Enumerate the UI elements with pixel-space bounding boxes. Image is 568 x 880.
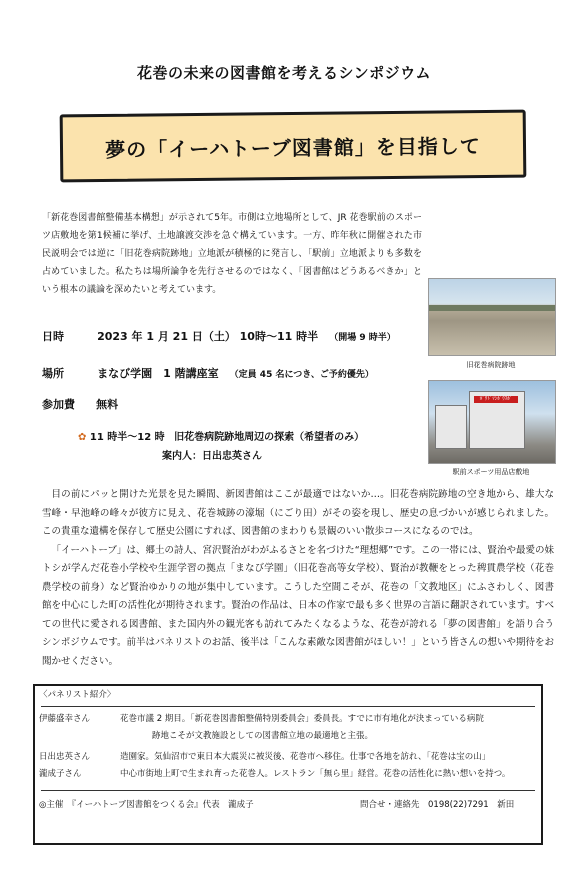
fee-row [42, 393, 342, 412]
tour-row [78, 428, 428, 443]
panelist-panel [33, 684, 543, 845]
place-value: まなび学園 1 階講座室 [97, 367, 219, 380]
contact: 問合せ・連絡先 0198(22)7291 新田 [360, 800, 515, 810]
store-sign: ﾎﾞｳﾄﾞﾏﾝﾎﾞｳｽﾎﾟ [474, 396, 518, 403]
event-title: 夢の「イーハトーブ図書館」を目指して [105, 133, 481, 162]
tree-line [429, 305, 555, 311]
panel-divider [41, 706, 535, 707]
fee-label: 参加費 [42, 398, 75, 411]
organizer: ◎主催 『イーハトーブ図書館をつくる会』代表 瀧成子 [39, 800, 254, 810]
body-paragraph-1: 目の前にパッと開けた光景を見た瞬間、新図書館はここが最適ではないか…。旧花巻病院跡地の空き地から、雄大な雪峰・早池峰の峰々が彼方に見え、花巻城跡の濠堀（にごり田）がその姿を現し、歴史の息づかいが感じられました。この貴重な遺構を保存して歴史公園にすれば、図書館のまわりも景観のいい散歩コースになるのでは。 [42, 489, 554, 537]
tour-title: 旧花巻病院跡地周辺の探索（希望者のみ） [174, 432, 365, 443]
photo1-caption: 旧花巻病院跡地 [466, 361, 516, 369]
title-banner [60, 110, 527, 183]
body-paragraph-2: 「イーハトーブ」は、郷土の詩人、宮沢賢治がわがふるさとを名づけた“理想郷”です。この一帯には、賢治や最愛の妹トシが学んだ花巻小学校や生涯学習の拠点「まなび学園」（旧花巻高等女学校）、賢治が教鞭をとった稗貫農学校（花巻農学校の前身）など賢治ゆかりの地が集中しています。こうした空間こそが、花巻の「文教地区」にふさわしく、図書館を中心にした町の活性化が期待されます。賢治の作品は、日本の作家で最も多く世界の言語に翻訳されています。すべての世代に愛される図書館、また国内外の観光客も訪れてみたくなるような、花巻が誇れる「夢の図書館」を語り合うシンポジウムです。前半はパネリストのお話、後半は「こんな素敵な図書館がほしい！」という皆さんの想いや期待をお聞かせください。 [42, 544, 554, 667]
photo2-caption: 駅前スポーツ用品店敷地 [452, 468, 530, 476]
panel-heading: 〈パネリスト紹介〉 [39, 690, 116, 700]
panelist-name: 日出忠英さん [39, 752, 91, 762]
date-row [42, 325, 422, 344]
date-value: 2023 年 1 月 21 日（土） 10時～11 時半 [97, 330, 319, 343]
tour-time: 11 時半～12 時 [89, 432, 165, 443]
panelist-name: 瀧成子さん [39, 769, 82, 779]
panelist-desc: 造園家。気仙沼市で東日本大震災に被災後、花巻市へ移住。仕事で各地を訪れ、「花巻は宝の山」 [120, 752, 491, 762]
body-text [42, 486, 554, 671]
sports-store-photo [428, 380, 556, 464]
store-building [469, 391, 525, 449]
place-label: 場所 [42, 367, 64, 380]
hospital-site-photo [428, 278, 556, 356]
tour-guide: 案内人：日出忠英さん [162, 451, 262, 462]
panelist-desc: 中心市街地上町で生まれ育った花巻人。レストラン「無ら里」経営。花巻の活性化に熱い想いを持つ。 [120, 769, 511, 779]
panelist-name: 伊藤盛幸さん [39, 714, 91, 724]
event-subtitle: 花巻の未来の図書館を考えるシンポジウム [137, 64, 431, 82]
panelist-desc: 花巻市議 2 期目。「新花巻図書館整備特別委員会」委員長。すでに市有地化が決まっている病院 [120, 714, 484, 724]
date-label: 日時 [42, 330, 64, 343]
fee-value: 無料 [96, 398, 119, 411]
autumn-leaf-icon: ✿ [78, 432, 87, 443]
panel-divider [41, 790, 535, 791]
date-note: （開場 9 時半） [329, 333, 396, 343]
place-row [42, 362, 422, 381]
place-note: （定員 45 名につき、ご予約優先） [229, 370, 374, 380]
side-building [435, 405, 467, 449]
intro-paragraph: 「新花巻図書館整備基本構想」が示されて5年。市側は立地場所として、JR 花巻駅前のスポーツ店敷地を第1候補に挙げ、土地譲渡交渉を急ぐ構えています。一方、昨年秋に開催された市民説明会では逆に「旧花巻病院跡地」立地派が積極的に発言し、「駅前」立地派よりも多数を占めていました。私たちは場所論争を先行させるのではなく、「図書館はどうあるべきか」という根本の議論を深めたいと考えています。 [42, 213, 422, 295]
panelist-desc-cont: 跡地こそが文教施設としての図書館立地の最適地と主張。 [152, 731, 374, 741]
